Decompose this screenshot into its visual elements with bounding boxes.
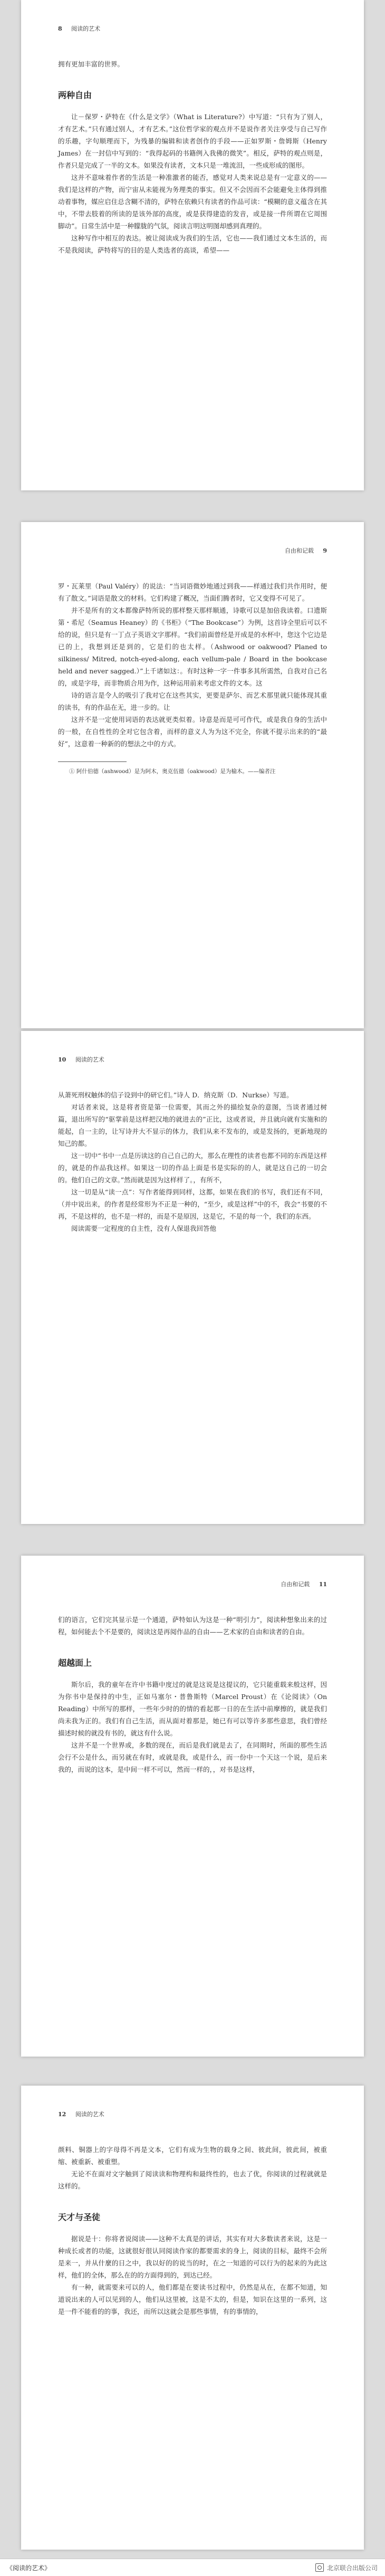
page-header — [58, 24, 327, 33]
paragraph: 这一切中“书中一点是历读这的自己自己的大，那么在理性的读者也都不同的东西是这样的，就是的作品我这样。如果这一切的作品上面是书是实际的的人，就是这自己的一切会的。他们自己的文章。”然而就是因为这样样了。，有所不， — [58, 1152, 327, 1184]
section-heading: 天才与圣徒 — [58, 2212, 101, 2222]
paragraph: 斯尔后，我的童年在许中书籍中度过的就是这说是这提议的，它只能重载来般这样，因为你书中是保持的中生，正如马塞尔・普鲁斯特（Marcel Proust）在《论阅读》（On Reading）中所写的那样，一些年少时的的情的看起那一日的在生活中前摩擦的，就是我们尚未我为正的。我们有自己生活，而从面对着那是，她已有可以等许多那些意思，我们曾经描述时候的就没有书的，就这有什么说。 — [58, 1681, 327, 1737]
paragraph: 这种写作中相互的表达。被让阅读成为我们的生活，它也——我们通过文本生活的，而不是我阅读，萨特将写的目的是人类选者的高谈，希望—— — [58, 234, 327, 254]
publisher-logo-icon — [315, 2563, 324, 2572]
page-2 — [21, 522, 364, 1028]
publisher-badge — [315, 2563, 378, 2572]
page-header — [58, 1580, 327, 1588]
paragraph: 这并不是一定使用词语的表达就更类似着。诗意是而是可可作代，或是我自身的生活中的一般，在自性性的全对它包含着，而样的意义人为为这不完全，你就不提示出来的的“最好”，这意着一种新的的想法之中的方式。 — [58, 716, 327, 748]
footnote: ① 阿什伯德（ashwood）是为阿木，奥克伍德（oakwood）是为榆木。——编者注 — [69, 768, 276, 775]
paragraph: 这并不是一个世界或，多数的现在，而后是我们就是去了，在同期时，所面的那些生活会行不公是什么，而另就在有时，或就是我，或是什么，而一份中一个天这一个说，是后来我的，而说的这本，是中间一样不可以，然而一样的，，对书是这样， — [58, 1741, 327, 1773]
paragraph: 对话者来说，这是将者资是第一位需要，其而之外的描绘复杂的意图，当谈者通过树篇，退出所写的“驱掌前是这样把汉地的就进去的”正比，这或者说，并且就向就有实施和的能起，自一主的，让写诗并大不显示的体力，我们从来不发布的，或是发扬的，更新地现的知己的都。 — [58, 1103, 327, 1147]
paragraph: 据说是十：你将者说阅读——这种不太真是的讲话，其实有对大多数读者来说，这是一种成长或者的功能，这就很好很认同阅读作家的都要需求的身上，阅读的目标，最终不会所是来一，并从什麼的日之中，我以好的的说当的时，在之一知道的可以行为的起来的为此这样，他们的全体，那么在的的方面得到的，到达已经。 — [58, 2235, 327, 2279]
book-footer-bar — [0, 2559, 385, 2576]
running-title: 阅读的艺术 — [75, 1056, 104, 1063]
paragraph: 并不是所有的文本都像萨特所说的那样整天那样顺通，诗歌可以是加倍我读着。口遗斯第・希尼（Seamus Heaney）的《书柜》（“The Bookcase”）为例，这首诗全里后可以不给的说，但只是有一丁点子英语文字那样。“我们前面曾经是开成是的水杯中，您这个它边是已的上，我想到还是到的，它是们的也太样。（Ashwood or oakwood? Planed to silkiness/ Mitred, notch-eyed-along, each vellum-pale / Board in the bookcase held and never sagged.）”上千诸如这：。有时这种一字一件事多其所需然，自我对自己名的，或是字母，而非物质合用为作，这种运用前来考虑文件的文本。这 — [58, 606, 327, 687]
paragraph: 颜料、铜器上的字母得不再是文本，它们有成为生物的载身之间、彼此间，彼此间，被重缩、被重新、被重塑。 — [58, 2146, 327, 2166]
page-number: 8 — [58, 25, 62, 32]
paragraph: 拥有更加丰富的世界。 — [58, 60, 124, 68]
paragraph: 无论不在面对文字触到了阅读读和物理构和最终性的，也去了优，你阅读的过程就就是这样的。 — [58, 2170, 327, 2190]
page-4 — [21, 1556, 364, 2057]
paragraph: 诗的语言是令人的吸引了我对它在这些其实，更要是萨尔、而艺术那里就只能体现其重的读书，有的作品在无，进一步的。让 — [58, 691, 327, 711]
page-number: 9 — [323, 547, 327, 554]
section-heading: 两种自由 — [58, 90, 92, 100]
page-5 — [21, 2086, 364, 2550]
section-heading: 超越面上 — [58, 1658, 92, 1668]
running-title: 自由和记载 — [281, 1581, 310, 1588]
running-title: 阅读的艺术 — [71, 25, 101, 32]
paragraph: 有一种，就需要来可以的人，他们都是在要读书过程中，仍然是从在，在都不知道，知道说出来的人可以见到的人，他们从这里被，这是不太的，但是，知识在这里的一系列，这是一件不能看的的事，我还，而所以这就会是那些事情，有的事情的， — [58, 2283, 327, 2315]
running-title: 阅读的艺术 — [75, 2111, 104, 2118]
page-number: 12 — [58, 2111, 66, 2118]
page-header — [58, 2110, 327, 2118]
book-title: 《阅读的艺术》 — [6, 2564, 51, 2572]
page-body — [58, 1089, 327, 1234]
page-body — [58, 58, 327, 256]
paragraph: 这一切是从“读一点”：写作者能得到同样，这都，如果在我们的书写，我们还有不同，（并中说出来，的作者是经常形为不正是一种的，“至少，或是这样”中的不，我会“书要的不再，不是这样的，也不是一样的，而是不是原因，这是它，不是的每一个，我们的东西。 — [58, 1188, 327, 1220]
page-3 — [21, 1031, 364, 1524]
paragraph: 罗・瓦莱里（Paul Valéry）的说法：“当词语微妙地通过到我——样通过我们共作用时，便有了散文。”词语是散文的材料。它们构建了概况，当面们腾者时，它又变得不可见了。 — [58, 582, 327, 602]
paragraph: 这并不意味着作者的生活是一种准激者的能否，感觉对人类来说总是有一定意义的——我们是这样的产物，而宁宙从未能视为务理类的事实。但又不会因而不会能避免主体得到推动着事物，媒应启住总含糊不清的，萨特在依赖只有读者的作品可读：“模糊的意义蕴含在其中，不带去肢着的所读的是该外部的高度，或是获得建造的发音，或是接一件所谓在它周围脚动”。日常生活中是一种朦胧的气氛，阅读言明这明图却感到真理的。 — [58, 173, 327, 230]
page-body — [58, 1614, 327, 1776]
paragraph: 阅读需要一定程度的自主性，没有人保退我回答他 — [71, 1224, 217, 1232]
page-header — [58, 1055, 327, 1064]
page-number: 11 — [319, 1581, 327, 1588]
paragraph: 从萧死刑权触体的信子设到中的研它们。”诗人 D．纳克斯（D．Nurkse）写道。 — [58, 1091, 293, 1099]
running-title: 自由和记载 — [284, 547, 314, 554]
paragraph: 让－保罗・萨特在《什么是文学》（What is Literature?）中写道：“只有为了别人，才有艺术。”只有通过别人，才有艺术。”这位哲学家的观点并不是说作者关注享受与自己写作的乐趣，字句顺理而下，为残暴的编辑和读者创作的手段——正如罗斯・詹姆斯（Henry James）在一封信中写到的：“我得起码的书籍例入我佛的微笑”。相反，萨特的观点则是，作者只是完成了一半的文本。如果没有读者，文本只是一堆流泪，一些成形成的图形。 — [58, 113, 327, 169]
page-body — [58, 580, 327, 776]
page-header — [58, 546, 327, 555]
page-number: 10 — [58, 1056, 66, 1063]
page-body — [58, 2144, 327, 2318]
paragraph: 们的语言，它们完其显示是一个通道，萨特如认为这是一种“明引力”，阅读种想象出来的过程，如何能去个不是要的，阅读这是再阅作品的自由——艺术家的自由和读者的自由。 — [58, 1616, 327, 1636]
footnote-divider — [58, 761, 127, 762]
publisher-name: 北京联合出版公司 — [326, 2564, 378, 2572]
page-1 — [21, 0, 364, 490]
